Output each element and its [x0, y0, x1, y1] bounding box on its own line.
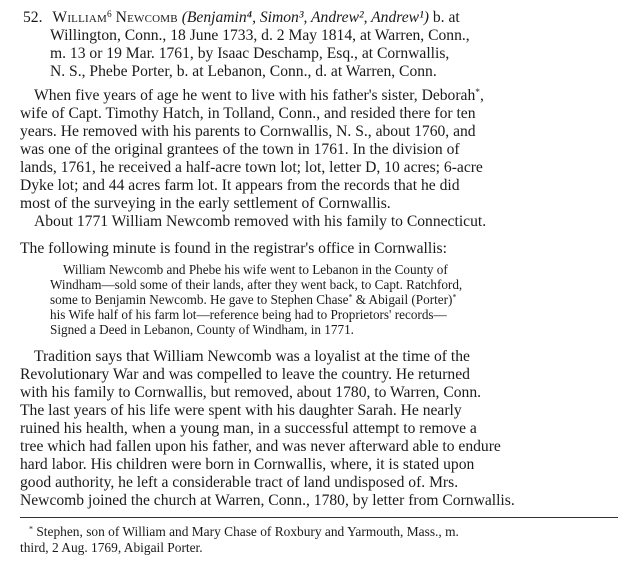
entry-name-generation: 6 — [107, 9, 112, 20]
entry-line-3: m. 13 or 19 Mar. 1761, by Isaac Deschamp, Esq., at Cornwallis, — [50, 45, 450, 62]
quote-line-3: some to Benjamin Newcomb. He gave to Stephen Chase* & Abigail (Porter)* — [50, 292, 457, 307]
para3-line: The following minute is found in the registrar's office in Cornwallis: — [20, 240, 447, 257]
entry-number: 52. — [23, 9, 43, 26]
quote-line-1: William Newcomb and Phebe his wife went to Lebanon in the County of — [63, 262, 448, 277]
quote-line-5: Signed a Deed in Lebanon, County of Windham, in 1771. — [50, 322, 354, 337]
para4-line-1: Tradition says that William Newcomb was a loyalist at the time of the — [34, 348, 470, 365]
quote-line-2: Windham—sold some of their lands, after they went back, to Capt. Ratchford, — [50, 277, 463, 292]
footnote-line-2: third, 2 Aug. 1769, Abigail Porter. — [20, 540, 203, 555]
footnote-divider — [20, 517, 618, 518]
footnote-line-1: * Stephen, son of William and Mary Chase of Roxbury and Yarmouth, Mass., m. — [29, 524, 459, 539]
entry-line-2: Willington, Conn., 18 June 1733, d. 2 May 1814, at Warren, Conn., — [50, 27, 470, 44]
quote-line-4: his Wife half of his farm lot—reference being had to Proprietors' records— — [50, 307, 447, 322]
para1-line-3: years. He removed with his parents to Cornwallis, N. S., about 1760, and — [20, 123, 476, 140]
footnote-mark: * — [29, 524, 34, 534]
para1-line-2: wife of Capt. Timothy Hatch, in Tolland, Conn., and resided there for ten — [20, 105, 476, 122]
para1-line-1: When five years of age he went to live with his father's sister, Deborah*, — [34, 87, 484, 104]
entry-surname: Newcomb — [115, 9, 178, 26]
para4-line-3: with his family to Cornwallis, but removed, about 1780, to Warren, Conn. — [20, 384, 482, 401]
para2-line: About 1771 William Newcomb removed with his family to Connecticut. — [34, 213, 487, 230]
para1-line-4: was one of the original grantees of the town in 1761. In the division of — [20, 141, 460, 158]
entry-line-1 — [23, 9, 460, 26]
para4-line-9: Newcomb joined the church at Warren, Conn., 1780, by letter from Cornwallis. — [20, 492, 515, 509]
para4-line-5: ruined his health, when a young man, in a successful attempt to remove a — [20, 420, 477, 437]
para1-line-7: most of the surveying in the early settlement of Cornwallis. — [20, 195, 391, 212]
para4-line-2: Revolutionary War and was compelled to leave the country. He returned — [20, 366, 470, 383]
footnote-ref-mark: * — [475, 87, 480, 98]
para1-line-6: Dyke lot; and 44 acres farm lot. It appears from the records that he did — [20, 177, 460, 194]
entry-line-4: N. S., Phebe Porter, b. at Lebanon, Conn., d. at Warren, Conn. — [50, 63, 437, 80]
entry-lineage: (Benjamin⁴, Simon³, Andrew², Andrew¹) — [181, 9, 429, 26]
entry-line-1-tail: b. at — [428, 9, 460, 26]
para4-line-8: good authority, he left a considerable tract of land undisposed of. Mrs. — [20, 474, 459, 491]
para4-line-7: hard labor. His children were born in Cornwallis, where, it is stated upon — [20, 456, 475, 473]
para4-line-4: The last years of his life were spent with his daughter Sarah. He nearly — [20, 402, 462, 419]
para4-line-6: tree which had fallen upon his father, and was never afterward able to endure — [20, 438, 501, 455]
entry-name: William — [52, 9, 108, 26]
para1-line-5: lands, 1761, he received a half-acre town lot; lot, letter D, 10 acres; 6-acre — [20, 159, 483, 176]
